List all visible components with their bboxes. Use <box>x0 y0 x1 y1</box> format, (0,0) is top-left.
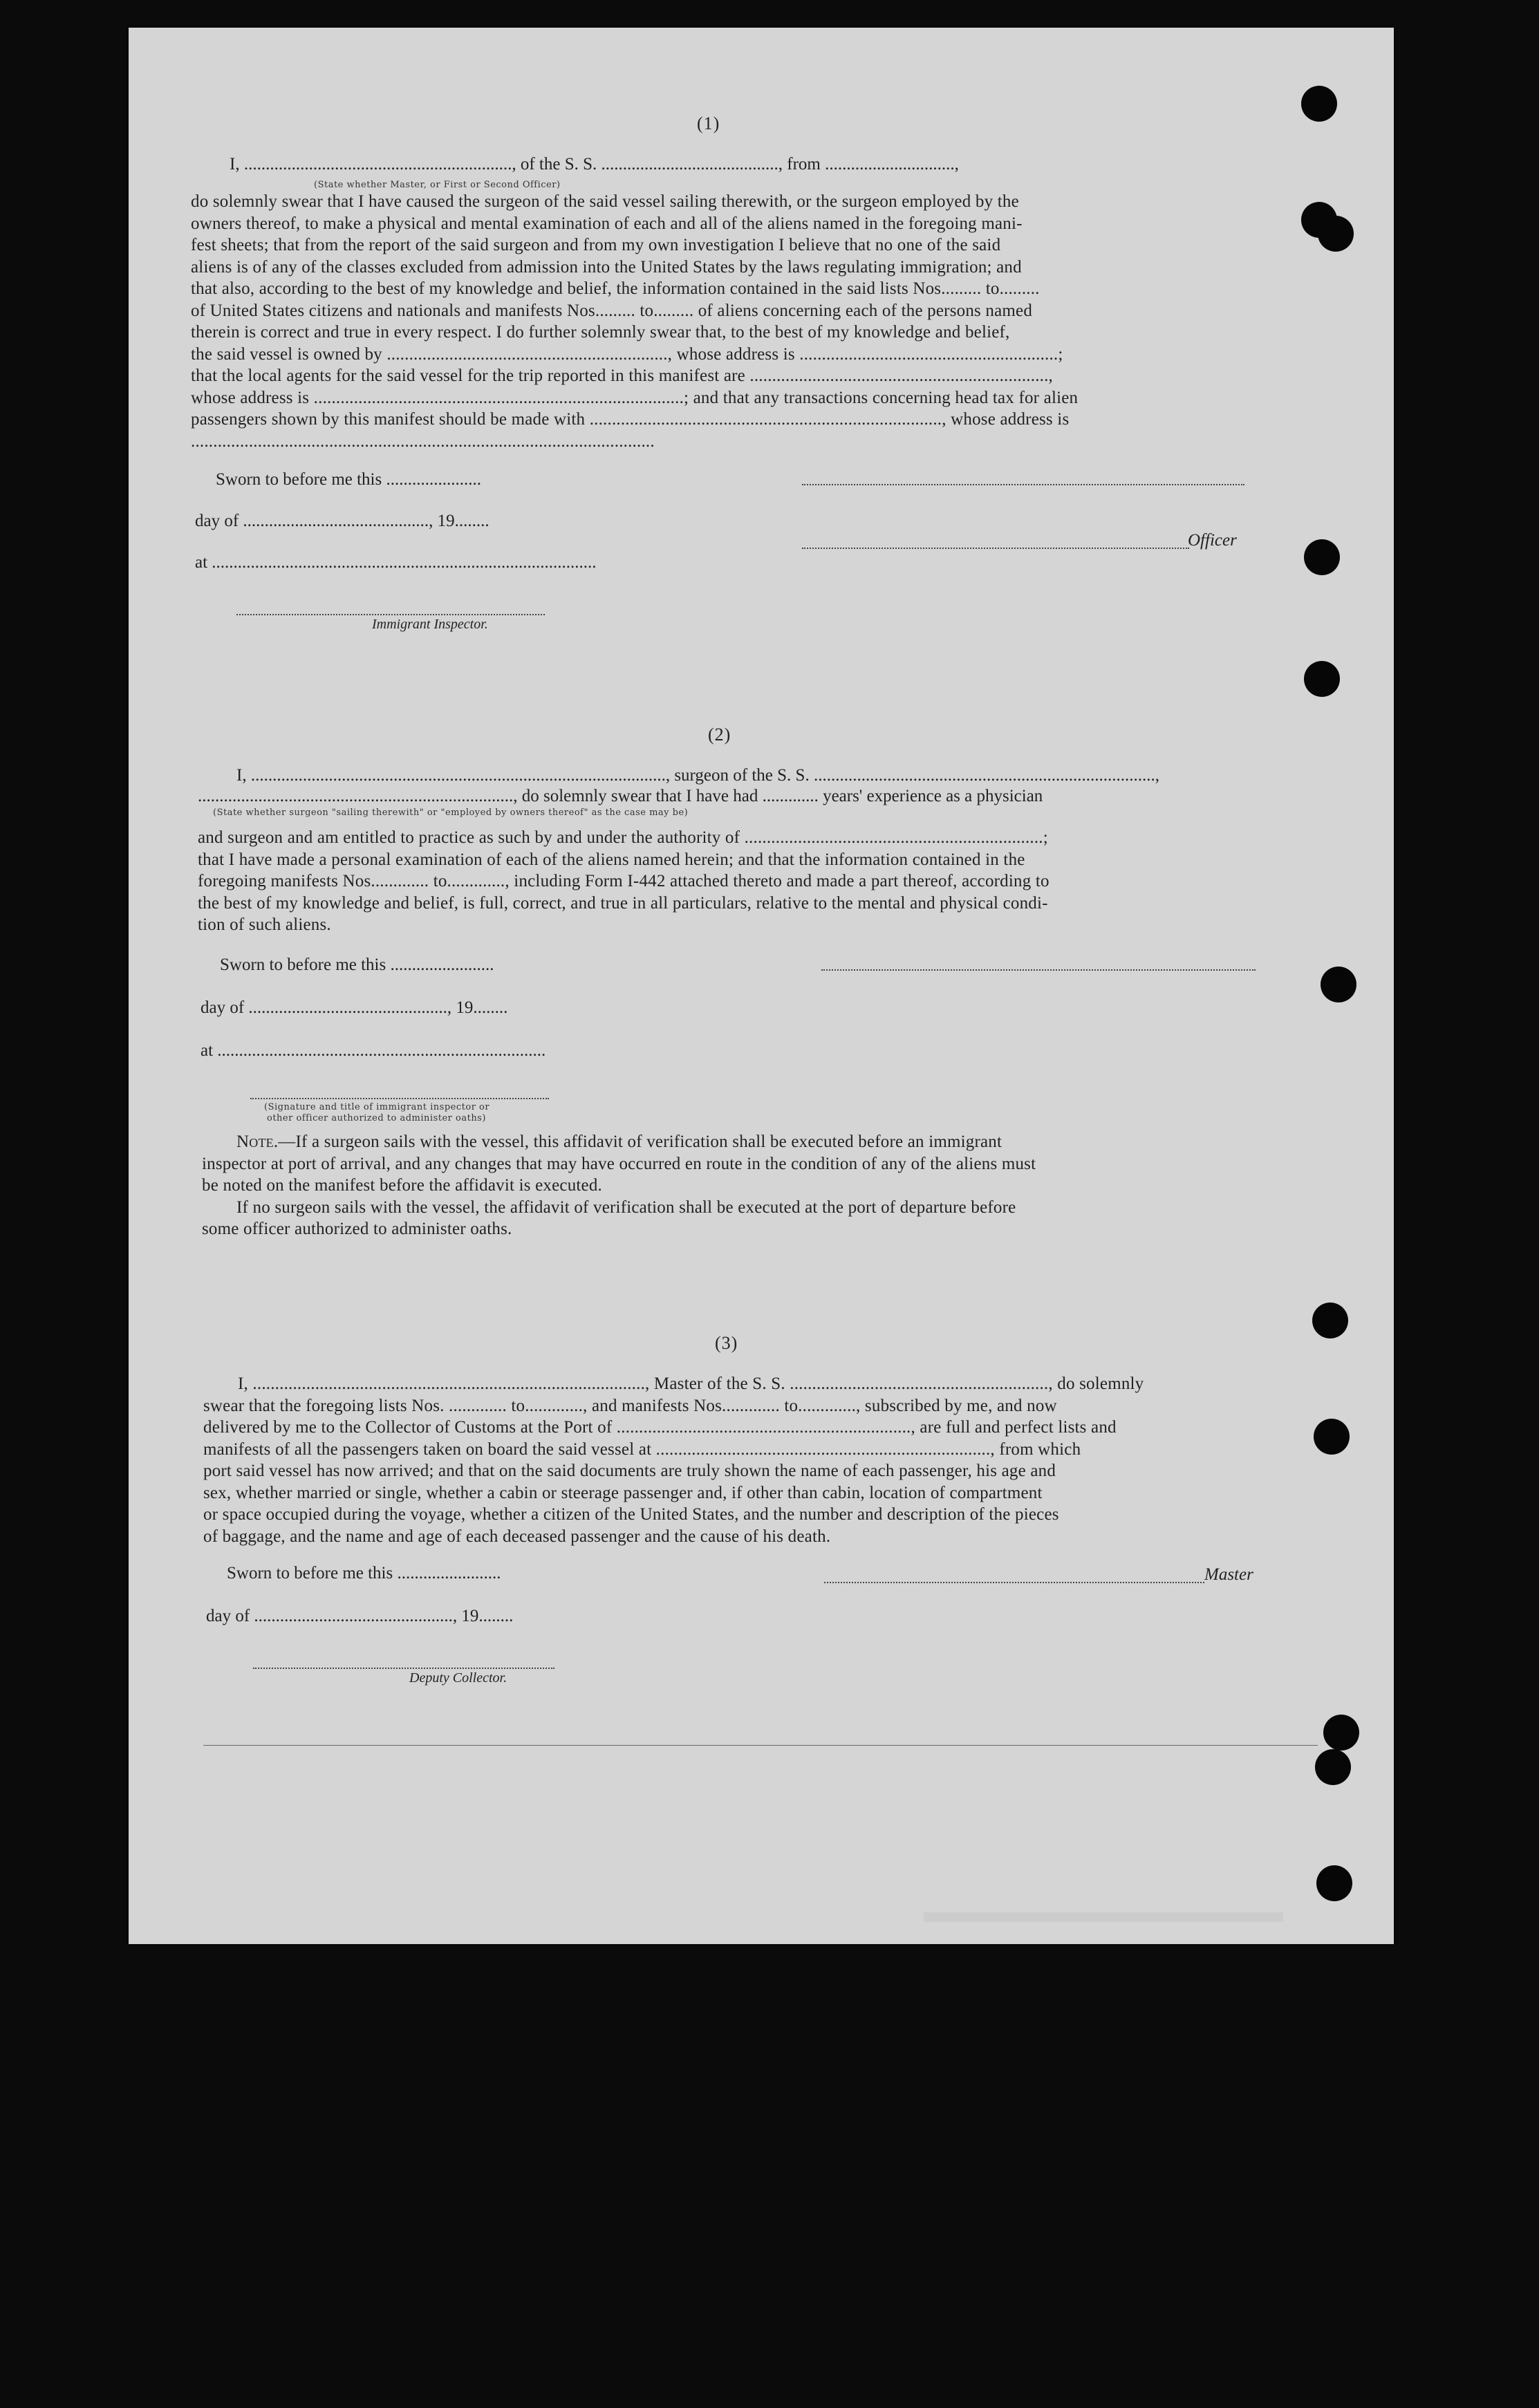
section3-heading: (3) <box>715 1333 738 1353</box>
section1-officer-name-line <box>802 548 1189 549</box>
punch-hole <box>1316 1865 1352 1901</box>
section1-line: whose address is ...................................................................................; and that any transactions concerning head tax for alien <box>191 388 1079 407</box>
show-through-mark <box>924 1912 1283 1922</box>
note2-line: If no surgeon sails with the vessel, the affidavit of verification shall be executed at the port of departure before <box>236 1197 1016 1217</box>
document-page <box>129 28 1394 1944</box>
punch-hole <box>1312 1303 1348 1338</box>
section1-line: fest sheets; that from the report of the said surgeon and from my own investigation I believe that no one of the said <box>191 236 1001 254</box>
section2-sig-caption-1: (Signature and title of immigrant inspector or <box>264 1102 490 1112</box>
section3-master-title: Master <box>1204 1565 1253 1584</box>
section1-inspector-line <box>236 614 545 615</box>
punch-hole <box>1304 539 1340 575</box>
section3-line: manifests of all the passengers taken on board the said vessel at ..........................................................................., from which <box>203 1439 1081 1459</box>
section2-line: the best of my knowledge and belief, is full, correct, and true in all particulars, relative to the mental and physical condi- <box>198 893 1048 913</box>
section1-day: day of ..........................................., 19........ <box>195 512 489 530</box>
section1-line: owners thereof, to make a physical and mental examination of each and all of the aliens named in the foregoing mani- <box>191 214 1023 233</box>
section2-oath-line: I, ................................................................................................, surgeon of the S. S. ..............................................................................., <box>236 766 1159 785</box>
section2-heading: (2) <box>708 725 731 745</box>
section1-line: passengers shown by this manifest should be made with ..............................................................................., whose address is <box>191 410 1070 429</box>
punch-hole <box>1315 1749 1351 1785</box>
note-line <box>202 1131 1311 1153</box>
section1-at: at ......................................................................................... <box>195 553 597 572</box>
section3-line: sex, whether married or single, whether a cabin or steerage passenger and, if other than cabin, location of compartment <box>203 1483 1043 1502</box>
punch-hole <box>1314 1419 1350 1455</box>
section2-note <box>202 1131 1311 1240</box>
note-label: Note. <box>236 1132 279 1151</box>
section3-line: of baggage, and the name and age of each deceased passenger and the cause of his death. <box>203 1527 831 1546</box>
note-line: inspector at port of arrival, and any changes that may have occurred en route in the condition of any of the aliens must <box>202 1154 1036 1173</box>
section3-line: port said vessel has now arrived; and that on the said documents are truly shown the name of each passenger, his age and <box>203 1462 1056 1480</box>
section3-line: or space occupied during the voyage, whether a citizen of the United States, and the number and description of the pieces <box>203 1505 1059 1524</box>
section2-surgeon-caption: (State whether surgeon "sailing therewith" or "employed by owners thereof" as the case may be) <box>213 808 689 818</box>
section1-inspector-title: Immigrant Inspector. <box>372 617 488 632</box>
section1-line: of United States citizens and nationals and manifests Nos......... to......... of aliens concerning each of the persons named <box>191 301 1033 320</box>
punch-hole <box>1318 216 1354 252</box>
section2-surgeon-signature-line <box>821 969 1256 971</box>
section1-officer-title: Officer <box>1188 531 1237 550</box>
section1-body <box>191 191 1309 452</box>
section1-line: do solemnly swear that I have caused the surgeon of the said vessel sailing therewith, or the surgeon employed by the <box>191 192 1019 211</box>
note-text: —If a surgeon sails with the vessel, this affidavit of verification shall be executed before an immigrant <box>278 1132 1002 1151</box>
section1-line: aliens is of any of the classes excluded from admission into the United States by the laws regulating immigration; and <box>191 257 1022 277</box>
punch-hole <box>1321 967 1356 1002</box>
section2-day: day of .............................................., 19........ <box>200 998 508 1017</box>
section1-heading: (1) <box>697 113 720 133</box>
punch-hole <box>1304 661 1340 697</box>
section3-collector-line <box>253 1668 554 1669</box>
section1-line: the said vessel is owned by ..............................................................., whose address is ..........................................................; <box>191 344 1063 364</box>
section2-line: foregoing manifests Nos............. to............., including Form I-442 attached thereto and made a part thereof, according to <box>198 872 1050 890</box>
section3-day: day of .............................................., 19........ <box>206 1607 514 1625</box>
note-line: be noted on the manifest before the affidavit is executed. <box>202 1176 602 1195</box>
section3-body <box>203 1373 1318 1547</box>
section3-sworn: Sworn to before me this ........................ <box>227 1564 501 1583</box>
section2-line: tion of such aliens. <box>198 915 331 934</box>
section3-line: I, ........................................................................................, Master of the S. S. .........................................................., do solemnly <box>238 1374 1144 1393</box>
section2-years-line: ........................................................................., do solemnly swear that I have had ............. years' experience as a physician <box>198 787 1043 805</box>
punch-hole <box>1301 86 1337 122</box>
section1-line: that the local agents for the said vessel for the trip reported in this manifest are ..................................................................., <box>191 366 1054 385</box>
section2-line: and surgeon and am entitled to practice as such by and under the authority of ...................................................................; <box>198 828 1048 847</box>
section1-line: therein is correct and true in every respect. I do further solemnly swear that, to the best of my knowledge and belief, <box>191 323 1010 342</box>
bottom-rule <box>203 1745 1318 1746</box>
section2-sworn: Sworn to before me this ........................ <box>220 955 494 974</box>
section1-sworn: Sworn to before me this ...................... <box>216 470 481 489</box>
section2-line: that I have made a personal examination of each of the aliens named herein; and that the information contained in the <box>198 850 1025 869</box>
note2-line: some officer authorized to administer oaths. <box>202 1220 512 1238</box>
section2-sig-caption-2: other officer authorized to administer oaths) <box>267 1113 486 1123</box>
section3-line: delivered by me to the Collector of Customs at the Port of .................................................................., are full and perfect lists and <box>203 1418 1117 1437</box>
section1-line: that also, according to the best of my knowledge and belief, the information contained in the said lists Nos......... to......... <box>191 279 1040 298</box>
punch-hole <box>1323 1715 1359 1751</box>
section3-collector-title: Deputy Collector. <box>409 1670 507 1686</box>
section3-master-signature-line <box>824 1582 1204 1583</box>
section3-line: swear that the foregoing lists Nos. ............. to............., and manifests Nos............. to............., subscribed by me, and now <box>203 1396 1057 1415</box>
section2-inspector-line <box>250 1098 549 1099</box>
section1-line: ........................................................................................................ <box>191 431 655 451</box>
section1-oath-line: I, .............................................................., of the S. S. ........................................., from .............................., <box>230 155 959 174</box>
section2-body <box>198 827 1312 936</box>
section2-at: at ............................................................................ <box>200 1041 546 1060</box>
section1-officer-signature-line <box>802 484 1244 485</box>
section1-rank-caption: (State whether Master, or First or Second Officer) <box>314 180 561 190</box>
